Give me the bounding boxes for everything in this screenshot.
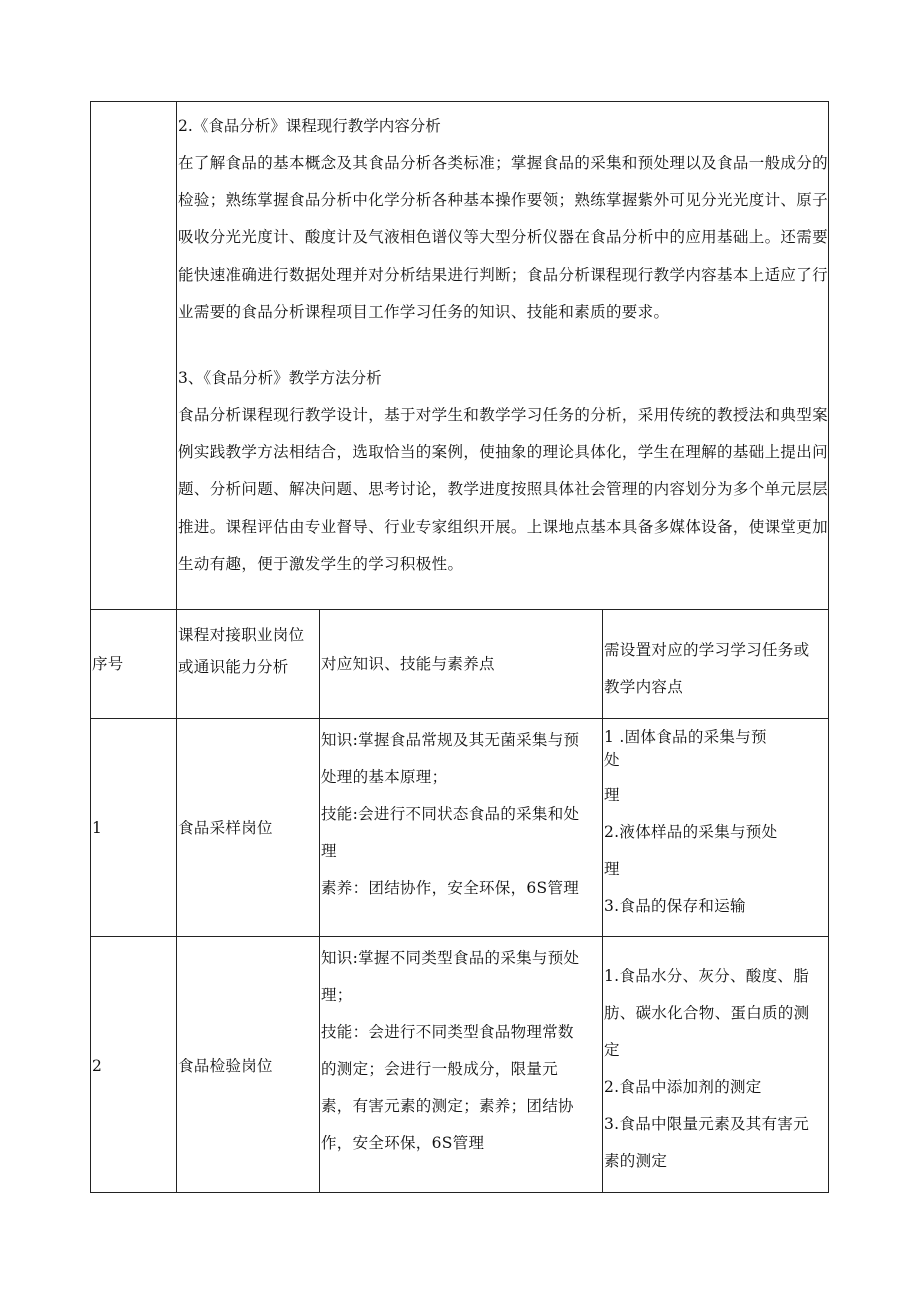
row-task-line: 1.食品水分、灰分、酸度、脂 [604, 967, 809, 985]
row-point-line: 作，安全环保，6S管理 [321, 1134, 485, 1152]
row-post: 食品采样岗位 [178, 819, 273, 837]
row-task-line: 2.液体样品的采集与预处 [604, 823, 778, 841]
header-col-post-line2: 或通识能力分析 [178, 658, 289, 676]
table-border-top [90, 101, 829, 102]
row-point-line: 处理的基本原理； [321, 768, 448, 786]
section-paragraph-3: 食品分析课程现行教学设计，基于对学生和教学学习任务的分析，采用传统的教授法和典型案例实践教学方法相结合，选取恰当的案例，使抽象的理论具体化，学生在理解的基础上提出问题、分析问题、解决问题、思考讨论，教学进度按照具体社会管理的内容划分为多个单元层层推进。课程评估由专业督导、行业专家组织开展。上课地点基本具备多媒体设备，使课堂更加生动有趣，便于激发学生的学习积极性。 [178, 406, 828, 573]
table-border-left [90, 101, 91, 1193]
row-point-line: 理 [321, 842, 337, 860]
row-point-line: 的测定；会进行一般成分，限量元 [321, 1060, 559, 1078]
row-point-line: 素养：团结协作，安全环保，6S管理 [321, 879, 580, 897]
table-border-bottom [90, 1192, 829, 1193]
row-task-line: 处 [604, 751, 620, 769]
row-number: 1 [92, 819, 103, 837]
section-heading-3: 3、《食品分析》教学方法分析 [178, 369, 382, 387]
row-task-line: 肪、碳水化合物、蛋白质的测 [604, 1004, 810, 1022]
column-divider-1 [176, 101, 177, 1193]
header-col-no: 序号 [92, 655, 124, 673]
header-col-post-line1: 课程对接职业岗位 [178, 626, 305, 644]
row-task-line: 1 .固体食品的采集与预 [604, 728, 767, 746]
row-task-line: 理 [604, 786, 620, 804]
section-heading-2: 2.《食品分析》课程现行教学内容分析 [178, 117, 441, 135]
row-point-line: 技能:会进行不同状态食品的采集和处 [321, 805, 580, 823]
row-point-line: 知识:掌握食品常规及其无菌采集与预 [321, 731, 580, 749]
header-col-points: 对应知识、技能与素养点 [321, 655, 495, 673]
row-task-line: 2.食品中添加剂的测定 [604, 1078, 762, 1096]
row-task-line: 3.食品的保存和运输 [604, 897, 746, 915]
column-divider-2 [319, 609, 320, 1193]
row-task-line: 定 [604, 1041, 620, 1059]
row-point-line: 理； [321, 986, 353, 1004]
row-point-line: 素，有害元素的测定；素养；团结协 [321, 1097, 574, 1115]
row-point-line: 技能：会进行不同类型食品物理常数 [321, 1023, 574, 1041]
header-col-tasks-line2: 教学内容点 [604, 678, 684, 696]
row-post: 食品检验岗位 [178, 1057, 273, 1075]
row-point-line: 知识:掌握不同类型食品的采集与预处 [321, 949, 580, 967]
row-task-line: 3.食品中限量元素及其有害元 [604, 1115, 809, 1133]
column-divider-3 [602, 609, 603, 1193]
row-task-line: 素的测定 [604, 1152, 668, 1170]
row-divider-row1-bottom [90, 936, 829, 937]
section-paragraph-2: 在了解食品的基本概念及其食品分析各类标准；掌握食品的采集和预处理以及食品一般成分的检验；熟练掌握食品分析中化学分析各种基本操作要领；熟练掌握紫外可见分光光度计、原子吸收分光光度计、酸度计及气液相色谱仪等大型分析仪器在食品分析中的应用基础上。还需要能快速准确进行数据处理并对分析结果进行判断；食品分析课程现行教学内容基本上适应了行业需要的食品分析课程项目工作学习任务的知识、技能和素质的要求。 [178, 154, 828, 321]
row-divider-header-top [90, 609, 829, 610]
header-col-tasks-line1: 需设置对应的学习学习任务或 [604, 641, 810, 659]
row-number: 2 [92, 1057, 103, 1075]
row-task-line: 理 [604, 860, 620, 878]
table-border-right [828, 101, 829, 1193]
